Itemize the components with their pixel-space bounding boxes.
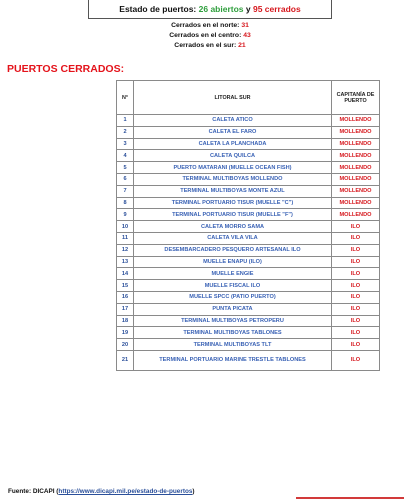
row-number: 5 <box>117 162 134 174</box>
summary-south <box>0 41 420 50</box>
summary-label: Cerrados en el norte: <box>171 22 240 29</box>
row-port-name: MUELLE ENAPU (ILO) <box>134 256 332 268</box>
row-capitania: ILO <box>332 232 380 244</box>
row-number: 7 <box>117 185 134 197</box>
row-number: 1 <box>117 115 134 127</box>
row-port-name: MUELLE SPCC (PATIO PUERTO) <box>134 291 332 303</box>
row-port-name: TERMINAL MULTIBOYAS PETROPERU <box>134 315 332 327</box>
row-number: 11 <box>117 232 134 244</box>
footer-close: ) <box>192 488 195 495</box>
row-capitania: ILO <box>332 244 380 256</box>
row-capitania: ILO <box>332 291 380 303</box>
row-number: 12 <box>117 244 134 256</box>
table-row <box>117 291 380 303</box>
summary-center <box>0 31 420 40</box>
row-number: 18 <box>117 315 134 327</box>
table-row <box>117 303 380 315</box>
row-number: 4 <box>117 150 134 162</box>
row-capitania: MOLLENDO <box>332 138 380 150</box>
row-number: 10 <box>117 221 134 233</box>
row-port-name: CALETA EL FARO <box>134 126 332 138</box>
summary-label: Cerrados en el centro: <box>169 32 242 39</box>
header-prefix: Estado de puertos: <box>119 4 199 14</box>
table-row <box>117 339 380 351</box>
source-footer <box>8 488 195 495</box>
col-capitania: CAPITANÍA DE PUERTO <box>332 81 380 115</box>
table-row <box>117 268 380 280</box>
row-port-name: PUERTO MATARANI (MUELLE OCEAN FISH) <box>134 162 332 174</box>
port-status-header <box>88 0 332 19</box>
table-row <box>117 315 380 327</box>
table-row <box>117 162 380 174</box>
summary-value: 31 <box>241 22 249 29</box>
row-capitania: MOLLENDO <box>332 150 380 162</box>
row-capitania: MOLLENDO <box>332 126 380 138</box>
row-capitania: ILO <box>332 327 380 339</box>
row-capitania: MOLLENDO <box>332 209 380 221</box>
row-number: 17 <box>117 303 134 315</box>
row-port-name: TERMINAL MULTIBOYAS TABLONES <box>134 327 332 339</box>
table-row <box>117 197 380 209</box>
row-capitania: MOLLENDO <box>332 115 380 127</box>
row-port-name: CALETA VILA VILA <box>134 232 332 244</box>
row-port-name: CALETA LA PLANCHADA <box>134 138 332 150</box>
table-row <box>117 244 380 256</box>
row-port-name: TERMINAL PORTUARIO MARINE TRESTLE TABLONES <box>134 350 332 370</box>
row-capitania: ILO <box>332 221 380 233</box>
row-number: 2 <box>117 126 134 138</box>
table-row <box>117 173 380 185</box>
row-port-name: TERMINAL MULTIBOYAS TLT <box>134 339 332 351</box>
row-port-name: PUNTA PICATA <box>134 303 332 315</box>
closed-count: 95 cerrados <box>252 4 301 14</box>
section-title: PUERTOS CERRADOS: <box>7 63 125 75</box>
footer-divider <box>296 497 404 499</box>
row-capitania: ILO <box>332 350 380 370</box>
row-capitania: MOLLENDO <box>332 185 380 197</box>
col-number: N° <box>117 81 134 115</box>
summary-label: Cerrados en el sur: <box>174 42 237 49</box>
row-port-name: TERMINAL MULTIBOYAS MONTE AZUL <box>134 185 332 197</box>
row-number: 15 <box>117 280 134 292</box>
table-body <box>117 115 380 371</box>
header-connector: y <box>243 4 253 14</box>
row-capitania: ILO <box>332 315 380 327</box>
table-row <box>117 350 380 370</box>
row-number: 14 <box>117 268 134 280</box>
table-row <box>117 138 380 150</box>
summary-value: 43 <box>243 32 251 39</box>
row-number: 21 <box>117 350 134 370</box>
row-capitania: MOLLENDO <box>332 173 380 185</box>
row-port-name: MUELLE FISCAL ILO <box>134 280 332 292</box>
row-number: 6 <box>117 173 134 185</box>
row-port-name: TERMINAL PORTUARIO TISUR (MUELLE "F") <box>134 209 332 221</box>
table-row <box>117 256 380 268</box>
row-port-name: TERMINAL PORTUARIO TISUR (MUELLE "C") <box>134 197 332 209</box>
row-number: 13 <box>117 256 134 268</box>
table-row <box>117 150 380 162</box>
row-port-name: CALETA MORRO SAMA <box>134 221 332 233</box>
table-row <box>117 327 380 339</box>
row-capitania: ILO <box>332 303 380 315</box>
row-number: 16 <box>117 291 134 303</box>
table-row <box>117 209 380 221</box>
table-row <box>117 126 380 138</box>
row-port-name: TERMINAL MULTIBOYAS MOLLENDO <box>134 173 332 185</box>
col-litoral: LITORAL SUR <box>134 81 332 115</box>
row-capitania: ILO <box>332 268 380 280</box>
open-count: 26 abiertos <box>198 4 244 14</box>
table-header-row <box>117 81 380 115</box>
table-row <box>117 185 380 197</box>
row-port-name: DESEMBARCADERO PESQUERO ARTESANAL ILO <box>134 244 332 256</box>
row-port-name: MUELLE ENGIE <box>134 268 332 280</box>
row-capitania: ILO <box>332 256 380 268</box>
row-capitania: MOLLENDO <box>332 162 380 174</box>
row-capitania: ILO <box>332 280 380 292</box>
source-link[interactable]: https://www.dicapi.mil.pe/estado-de-puertos <box>58 488 193 495</box>
row-number: 9 <box>117 209 134 221</box>
row-number: 20 <box>117 339 134 351</box>
table-row <box>117 280 380 292</box>
closed-ports-table <box>116 80 380 371</box>
row-port-name: CALETA ATICO <box>134 115 332 127</box>
table-row <box>117 232 380 244</box>
row-number: 3 <box>117 138 134 150</box>
table-row <box>117 115 380 127</box>
row-port-name: CALETA QUILCA <box>134 150 332 162</box>
footer-label: Fuente: DICAPI ( <box>8 488 59 495</box>
row-capitania: ILO <box>332 339 380 351</box>
row-number: 19 <box>117 327 134 339</box>
row-capitania: MOLLENDO <box>332 197 380 209</box>
table-row <box>117 221 380 233</box>
row-number: 8 <box>117 197 134 209</box>
summary-value: 21 <box>238 42 246 49</box>
summary-north <box>0 21 420 30</box>
